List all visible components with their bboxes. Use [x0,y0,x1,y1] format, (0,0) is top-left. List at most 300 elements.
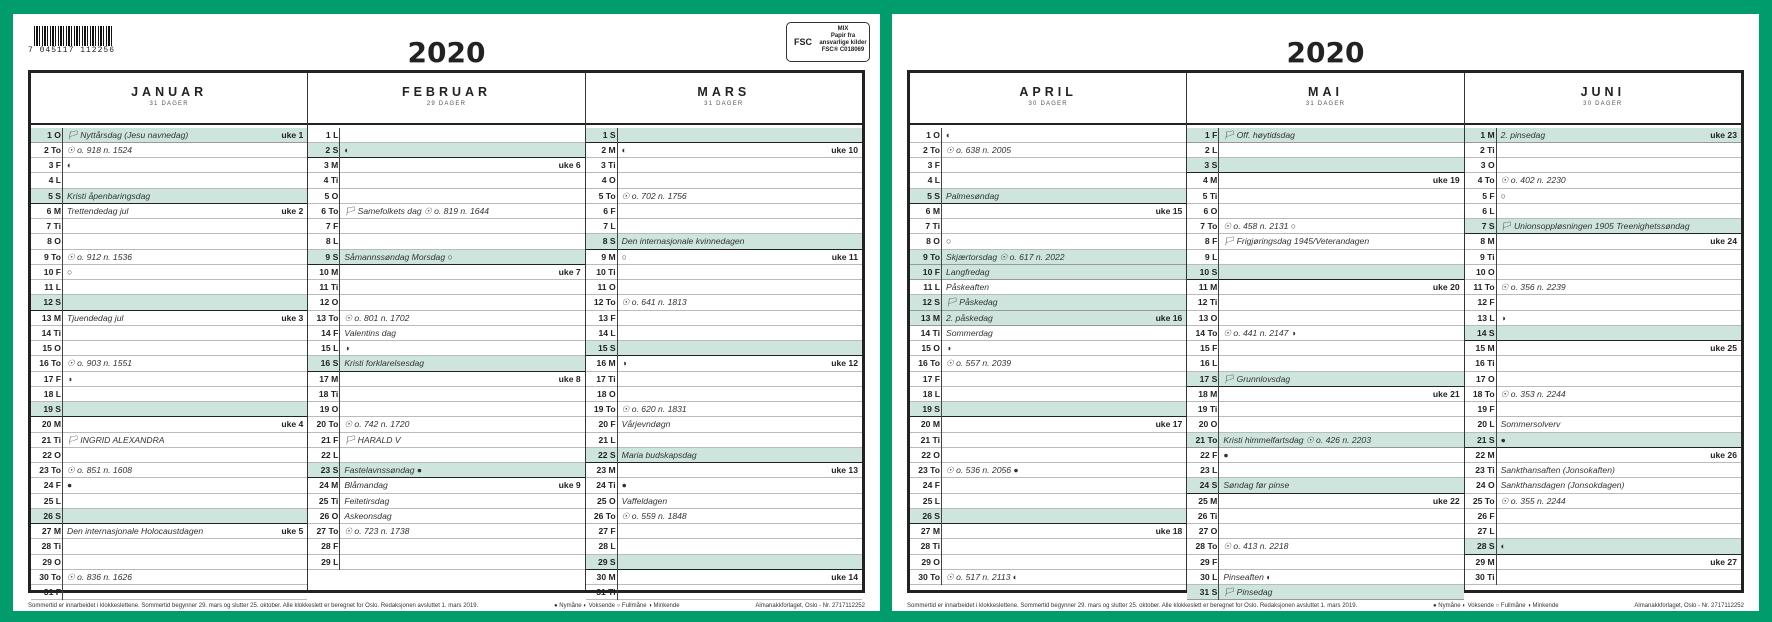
day-row [586,356,862,371]
day-note: ☉ o. 557 n. 2039 [946,358,1012,369]
day-row [1187,143,1463,158]
day-row [1465,509,1741,524]
week-number: uke 4 [281,419,304,430]
day-row [586,570,862,585]
day-number: 25 Ti [318,495,339,506]
day-note: Søndag før pinse [1223,480,1290,491]
day-number: 15 F [1200,343,1218,353]
day-note: ◐ [344,144,350,155]
day-row [31,539,307,554]
day-number: 7 Ti [925,221,940,231]
day-number: 30 L [1200,571,1218,582]
week-number: uke 23 [1710,129,1737,140]
day-note: ☉ o. 441 n. 2147 ◑ [1223,327,1296,338]
day-row [1465,143,1741,158]
day-number: 12 S [43,297,61,308]
month-name: MAI [1308,85,1343,99]
day-row [31,433,307,448]
day-note: Vaffeldagen [621,495,668,506]
day-row [586,585,862,600]
day-note: ● [1223,449,1229,460]
day-number: 8 O [926,236,940,247]
day-row [586,448,862,463]
month-day-count: 31 DAGER [704,101,744,107]
day-note: Kristi åpenbaringsdag [67,190,151,201]
day-row [586,128,862,143]
day-note: ● [1500,434,1506,445]
day-number: 27 L [1477,526,1495,536]
day-note: ◐ [946,129,952,140]
fsc-code: FSC® C018069 [821,47,865,53]
week-number: uke 6 [558,160,581,170]
week-number: uke 2 [281,205,304,216]
month-day-count: 31 DAGER [1305,101,1346,107]
fsc-tree-icon: FSC [794,37,812,47]
day-row [586,555,862,570]
day-row [1465,524,1741,539]
day-row [1465,478,1741,493]
day-row [910,234,1186,249]
day-number: 9 L [1204,251,1218,262]
day-row [31,570,307,585]
day-row [1465,265,1741,280]
day-row [586,143,862,158]
week-number: uke 14 [831,571,858,582]
day-row [1187,555,1463,570]
day-row [308,250,584,265]
day-row [1465,250,1741,265]
day-row [1187,433,1463,448]
day-number: 10 O [1476,266,1495,277]
week-number: uke 18 [1155,526,1183,536]
week-number: uke 11 [831,251,858,262]
day-number: 29 L [321,556,339,567]
day-row [586,387,862,402]
day-row [1187,402,1463,417]
day-row [31,555,307,570]
day-number: 20 F [598,419,616,430]
day-row [1187,265,1463,280]
day-note: 🏳 Unionsoppløsningen 1905 Treenighetssøndag [1500,221,1690,231]
day-row [910,265,1186,280]
day-note: ◑ [946,343,952,353]
day-number: 25 O [597,495,616,506]
week-number: uke 25 [1710,343,1737,353]
day-number: 28 Ti [41,541,61,552]
day-note: ○ [1500,190,1506,201]
day-number: 5 S [927,190,940,201]
day-row [31,219,307,234]
day-number: 18 L [922,388,940,399]
day-number: 2 M [601,144,616,155]
day-note: 🏳 Nyttårsdag (Jesu navnedag) [67,129,189,140]
day-note: ☉ o. 413 n. 2218 [1223,541,1289,552]
month-header [31,73,307,125]
week-number: uke 9 [558,480,581,491]
day-row [308,219,584,234]
day-number: 9 To [922,251,940,262]
month-name: JANUAR [131,85,208,99]
day-row [1465,539,1741,554]
day-note: ☉ o. 723 n. 1738 [344,526,410,536]
day-row [31,265,307,280]
day-row [910,219,1186,234]
day-number: 13 M [920,312,940,323]
day-number: 30 Ti [1475,571,1495,582]
day-number: 19 S [922,404,940,414]
day-number: 6 M [46,205,61,216]
day-row [1187,204,1463,219]
day-number: 25 L [922,495,940,506]
day-number: 22 S [597,449,616,460]
fsc-mix: MIX [837,26,849,32]
day-number: 7 Ti [46,221,61,231]
day-number: 21 F [321,434,339,445]
day-number: 23 L [1200,465,1218,475]
day-number: 4 L [927,175,940,186]
day-note: Påskeaften [946,282,989,292]
day-row [1187,524,1463,539]
day-row [1187,494,1463,509]
day-row [1187,341,1463,356]
day-row [1465,402,1741,417]
day-number: 31 F [43,587,61,597]
day-note: Pinseaften ◐ [1223,571,1272,582]
day-number: 16 To [918,358,940,369]
day-row [308,326,584,341]
day-number: 5 F [1482,190,1495,201]
day-row [308,448,584,463]
day-number: 22 F [1200,449,1218,460]
day-note: ☉ o. 742 n. 1720 [344,419,410,430]
day-row [308,402,584,417]
week-number: uke 17 [1155,419,1183,430]
day-number: 9 S [325,251,339,262]
day-number: 8 S [602,236,616,247]
day-row [586,250,862,265]
day-row [910,448,1186,463]
month-day-count: 30 DAGER [1028,101,1068,107]
day-row [910,326,1186,341]
day-number: 23 To [918,465,940,475]
day-row [1465,494,1741,509]
day-number: 18 O [597,388,616,399]
week-number: uke 15 [1155,205,1183,216]
month-header [1465,73,1741,125]
day-row [1465,311,1741,326]
day-number: 28 L [598,541,616,552]
day-number: 31 Ti [596,587,616,597]
day-note: Palmesøndag [946,190,1000,201]
month-juni [1465,73,1741,590]
day-number: 4 O [601,175,616,186]
day-note: Den internasjonale Holocaustdagen [67,526,204,536]
day-number: 8 M [1480,236,1495,247]
day-number: 26 To [593,510,616,521]
day-number: 23 S [320,465,339,475]
day-number: 20 O [1198,419,1218,430]
day-note: ◐ [621,144,627,155]
footer-note: Sommertid er innarbeidet i klokkeslettene. Sommertid begynner 29. mars og slutter 25. oktober. Alle klokkeslett er beregnet for Oslo. Redaksjonen avsluttet 1. mars 2019. [907,603,1358,609]
day-note: ☉ o. 903 n. 1551 [67,358,133,369]
day-note: 🏳 Pinsedag [1223,587,1273,597]
day-row [910,478,1186,493]
day-row [910,494,1186,509]
day-note: ○ [67,266,73,277]
month-name: FEBRUAR [401,85,492,99]
month-grid [28,70,865,597]
day-row [1187,417,1463,432]
day-note: Valentins dag [344,327,397,338]
day-row [910,539,1186,554]
day-number: 24 M [319,480,339,491]
day-note: ☉ o. 620 n. 1831 [621,404,687,414]
day-row [1465,326,1741,341]
day-number: 11 L [923,282,940,292]
day-row [586,295,862,310]
day-note: ● [621,480,627,491]
day-row [910,158,1186,173]
day-number: 26 Ti [1197,510,1218,521]
day-number: 15 S [597,343,616,353]
day-note: ☉ o. 536 n. 2056 ● [946,465,1019,475]
day-number: 16 To [39,358,61,369]
day-note: ○ [621,251,627,262]
day-row [308,189,584,204]
day-number: 9 M [601,251,616,262]
day-number: 25 L [43,495,61,506]
week-number: uke 16 [1155,312,1183,323]
day-row [586,494,862,509]
day-row [308,158,584,173]
day-number: 22 O [921,449,940,460]
day-row [586,524,862,539]
day-row [31,234,307,249]
week-number: uke 8 [558,373,581,384]
day-row [910,280,1186,295]
day-number: 21 L [598,434,616,445]
day-number: 1 O [47,129,61,140]
day-note: Langfredag [946,266,990,277]
day-number: 22 O [42,449,61,460]
day-row [31,402,307,417]
day-number: 5 Ti [1202,190,1218,201]
day-row [910,509,1186,524]
day-number: 27 F [598,526,616,536]
day-note: Fastelavnssøndag ● [344,465,423,475]
day-note: ☉ o. 559 n. 1848 [621,510,687,521]
day-note: 🏳 Påskedag [946,297,998,308]
footer [907,603,1744,609]
day-note: ☉ o. 355 n. 2244 [1500,495,1566,506]
barcode-number: 7 045117 112256 [28,46,116,55]
publisher: Almanakkforlaget, Oslo - Nr. 2717112252 [1634,603,1744,609]
day-number: 24 O [1476,480,1495,491]
day-number: 27 O [1198,526,1218,536]
day-row [1465,204,1741,219]
day-number: 7 L [603,221,616,231]
day-row [31,417,307,432]
day-row [1187,539,1463,554]
week-number: uke 3 [281,312,304,323]
day-row [1187,372,1463,387]
day-number: 10 F [922,266,940,277]
day-row [1187,448,1463,463]
day-note: ☉ o. 402 n. 2230 [1500,175,1566,186]
day-row [308,143,584,158]
day-row [308,295,584,310]
day-number: 18 L [43,388,61,399]
day-row [910,143,1186,158]
day-number: 25 M [1198,495,1218,506]
day-note: 2. påskedag [946,312,993,323]
day-row [31,585,307,600]
day-row [586,478,862,493]
day-number: 19 O [319,404,339,414]
day-row [308,372,584,387]
day-number: 12 O [319,297,339,308]
day-number: 12 To [593,297,616,308]
day-row [1187,234,1463,249]
day-number: 13 F [598,312,616,323]
day-note: ◐ [1500,541,1506,552]
day-number: 29 F [1200,556,1218,567]
day-row [1465,570,1741,585]
day-number: 18 Ti [318,388,339,399]
day-row [910,189,1186,204]
day-number: 10 Ti [596,266,616,277]
day-number: 27 To [316,526,339,536]
footer [28,603,865,609]
day-number: 28 S [1476,541,1495,552]
day-number: 16 S [320,358,339,369]
day-row [586,433,862,448]
day-number: 23 To [39,465,61,475]
month-day-count: 30 DAGER [1583,101,1623,107]
month-header [1187,73,1463,125]
week-number: uke 27 [1710,556,1737,567]
day-row [31,494,307,509]
day-row [1465,463,1741,478]
day-note: Askeonsdag [344,510,392,521]
day-number: 3 F [927,160,940,170]
day-number: 12 F [1477,297,1495,308]
day-number: 1 S [602,129,616,140]
day-row [910,341,1186,356]
day-number: 16 L [1200,358,1218,369]
day-row [910,173,1186,188]
day-note: ☉ o. 702 n. 1756 [621,190,687,201]
day-number: 27 M [41,526,61,536]
day-number: 12 Ti [1197,297,1218,308]
day-number: 20 M [41,419,61,430]
day-number: 28 F [321,541,339,552]
day-note: ☉ o. 638 n. 2005 [946,144,1012,155]
day-number: 17 M [319,373,339,384]
day-number: 3 S [1204,160,1218,170]
day-number: 17 O [1476,373,1495,384]
day-number: 21 To [1195,434,1218,445]
day-row [586,158,862,173]
day-number: 26 S [43,510,61,521]
day-row [308,539,584,554]
day-number: 20 To [316,419,339,430]
day-row [910,417,1186,432]
day-number: 13 O [1198,312,1218,323]
day-note: 🏳 Frigjøringsdag 1945/Veterandagen [1223,236,1370,247]
week-number: uke 19 [1432,175,1460,186]
day-number: 13 To [316,312,339,323]
day-row [31,524,307,539]
month-name: MARS [697,85,751,99]
day-note: ☉ o. 851 n. 1608 [67,465,133,475]
day-row [910,204,1186,219]
day-number: 27 M [920,526,940,536]
day-row [1465,341,1741,356]
day-number: 24 Ti [596,480,616,491]
day-row [31,448,307,463]
month-mars [586,73,862,597]
day-note: ☉ o. 353 n. 2244 [1500,388,1566,399]
day-row [1187,158,1463,173]
day-row [586,463,862,478]
week-number: uke 10 [831,144,858,155]
week-number: uke 7 [558,266,581,277]
day-number: 12 S [922,297,940,308]
day-number: 8 L [325,236,339,247]
day-number: 30 To [918,571,940,582]
week-number: uke 24 [1710,236,1737,247]
day-row [308,356,584,371]
day-row [308,280,584,295]
day-row [1465,158,1741,173]
day-row [31,311,307,326]
calendar-sheet-apr-jun [892,14,1759,611]
day-number: 2 L [1204,144,1218,155]
day-row [308,494,584,509]
day-row [1465,189,1741,204]
day-number: 16 M [596,358,616,369]
day-row [31,128,307,143]
day-row [308,341,584,356]
day-number: 17 F [922,373,940,384]
day-row [586,509,862,524]
day-row [586,402,862,417]
day-note: 🏳 Samefolkets dag ☉ o. 819 n. 1644 [344,205,490,216]
day-row [1187,509,1463,524]
day-row [31,173,307,188]
day-row [308,463,584,478]
day-number: 14 Ti [41,327,61,338]
day-number: 29 M [1475,556,1495,567]
day-number: 4 To [1477,175,1495,186]
day-row [910,570,1186,585]
day-number: 1 F [1204,129,1218,140]
day-row [1465,128,1741,143]
day-number: 14 To [1195,327,1218,338]
day-note: Vårjevndøgn [621,419,671,430]
day-number: 15 M [1475,343,1495,353]
day-note: ☉ o. 641 n. 1813 [621,297,687,308]
day-row [1187,219,1463,234]
day-note: ☉ o. 912 n. 1536 [67,251,133,262]
day-row [1187,326,1463,341]
day-number: 18 To [1472,388,1495,399]
day-number: 5 To [598,190,616,201]
month-name: APRIL [1019,85,1077,99]
day-note: Sankthansaften (Jonsokaften) [1500,465,1615,475]
day-note: Feitetirsdag [344,495,390,506]
